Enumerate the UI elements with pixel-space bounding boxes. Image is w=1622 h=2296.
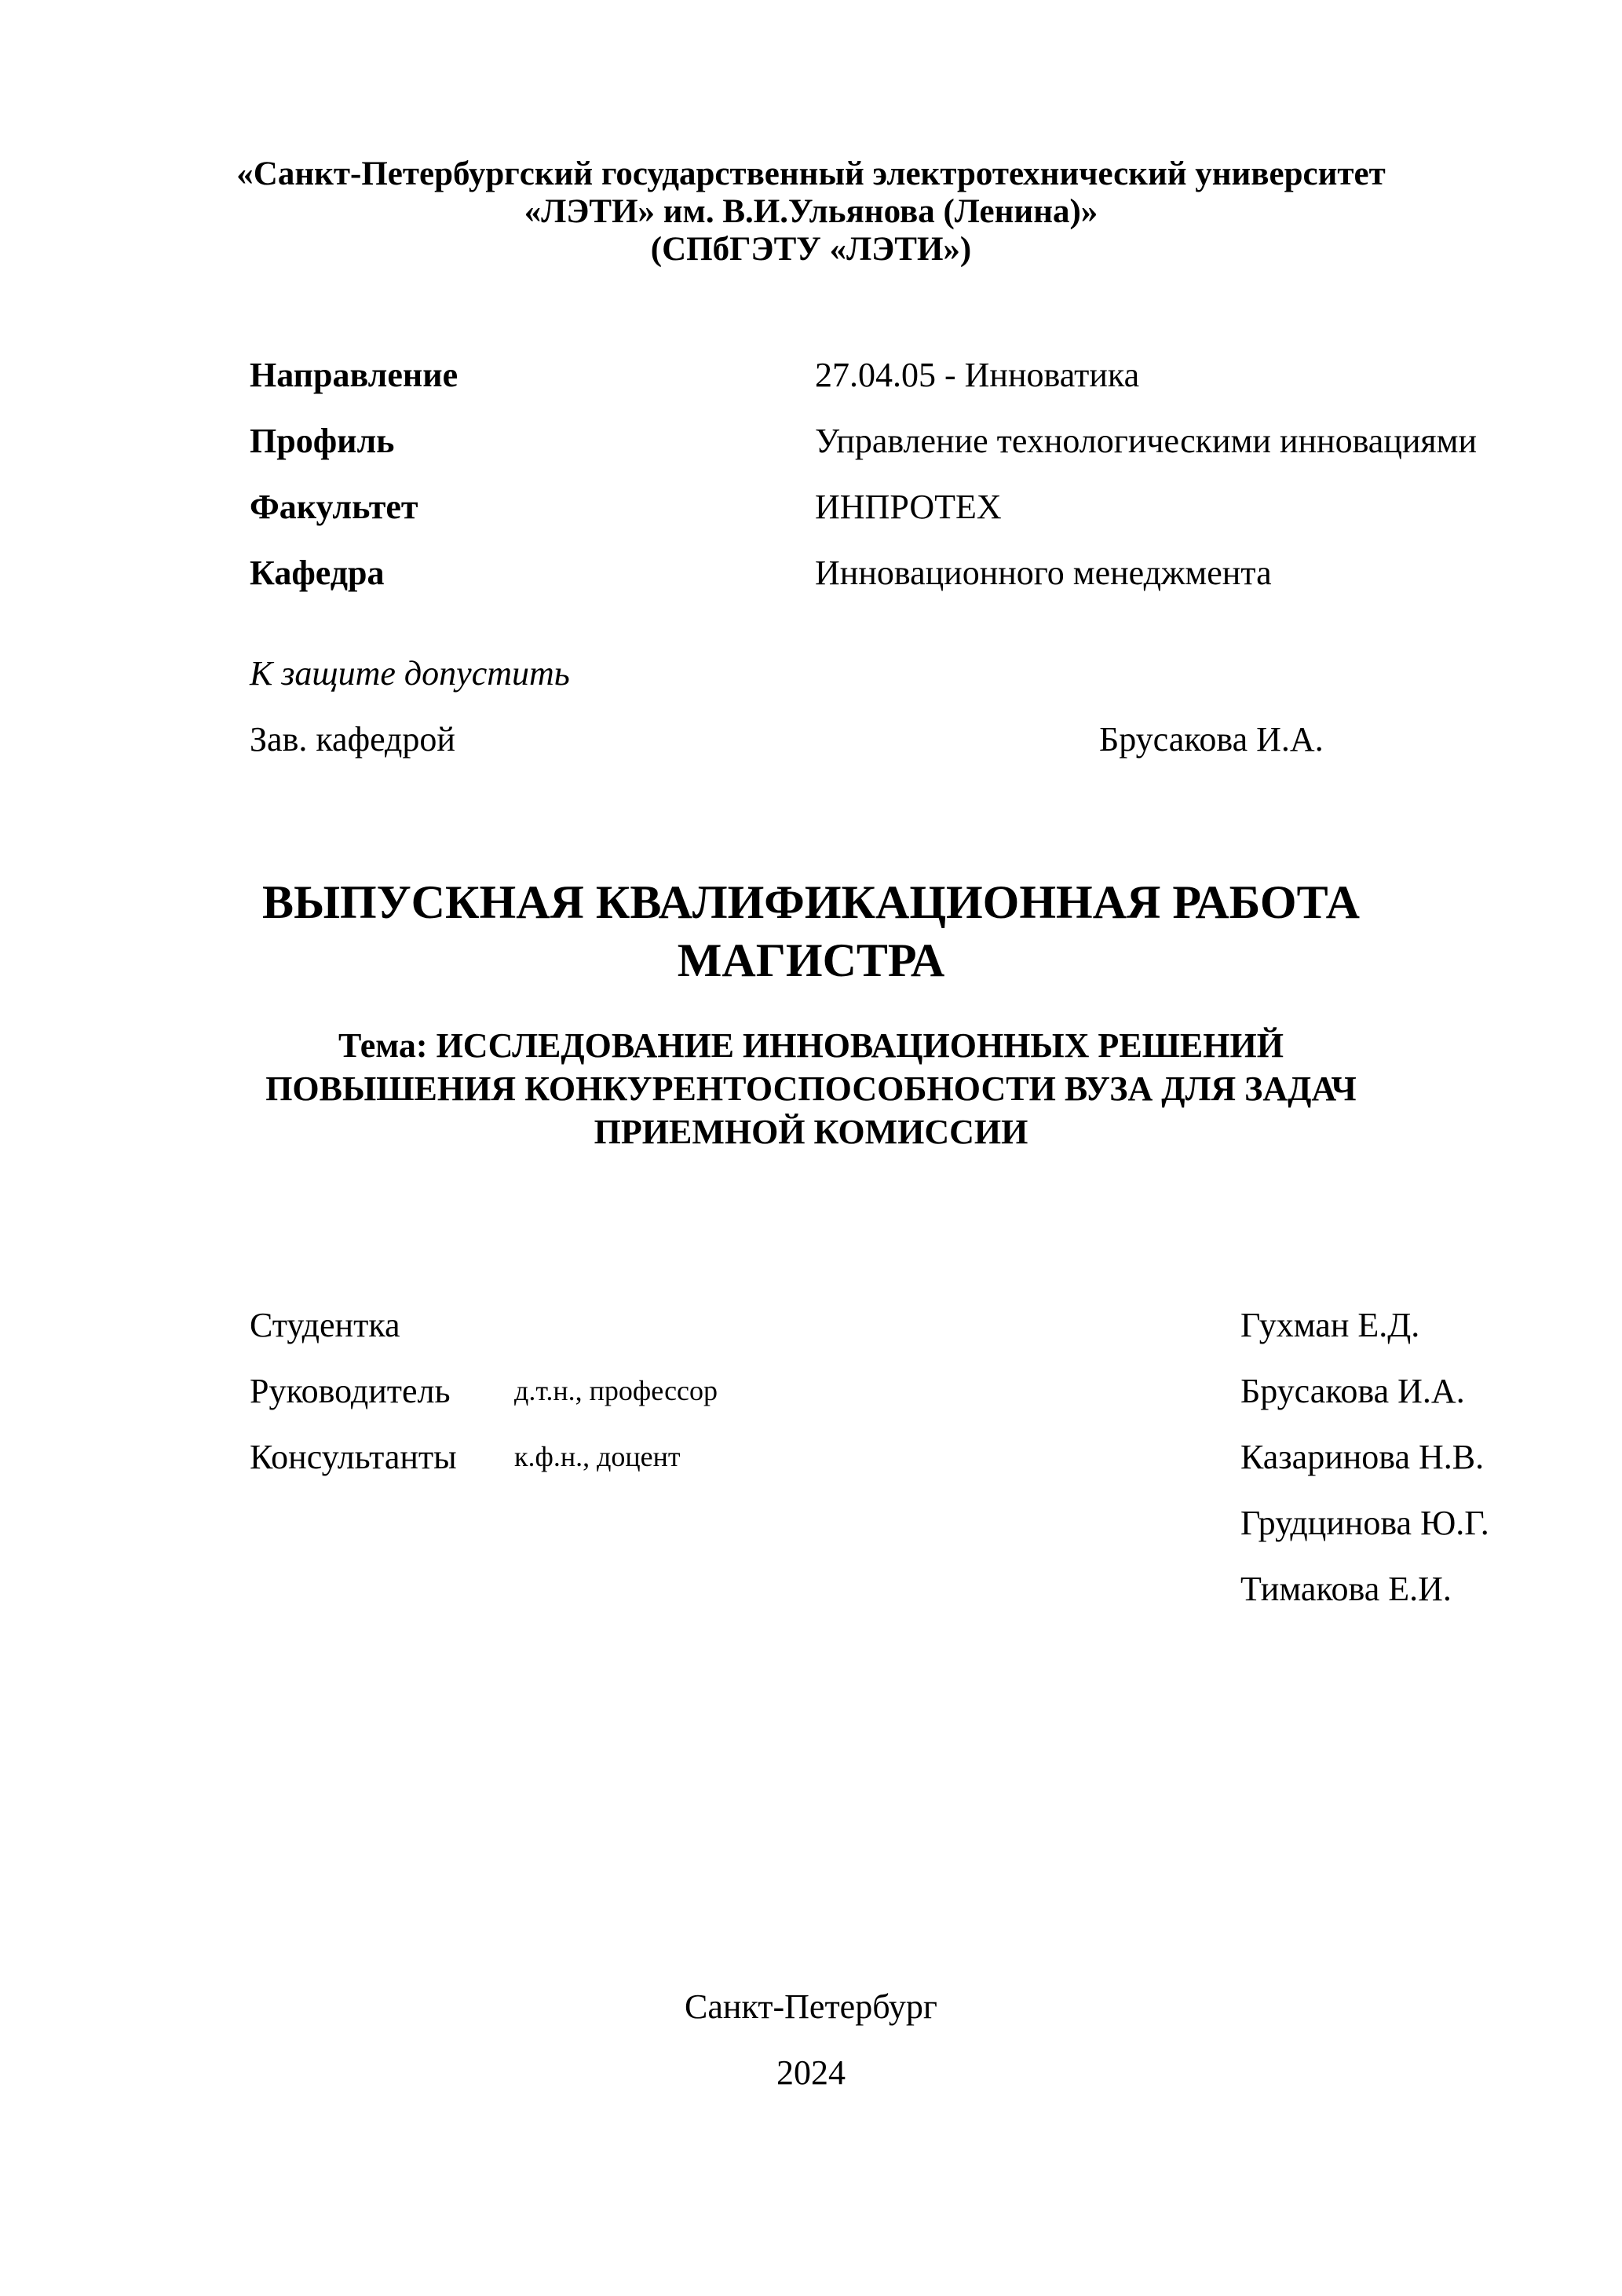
footer-year: 2024 [776,2053,846,2092]
student-name: Гухман Е.Д. [1240,1306,1420,1344]
consultant-name: Казаринова Н.В. [1240,1438,1485,1476]
consultant-name: Тимакова Е.И. [1240,1570,1452,1608]
university-name-line2: «ЛЭТИ» им. В.И.Ульянова (Ленина)» [524,193,1098,230]
supervisor-name: Брусакова И.А. [1240,1372,1465,1410]
info-label-profile: Профиль [250,422,395,460]
supervisor-degree: д.т.н., профессор [514,1375,718,1406]
university-abbreviation: (СПбГЭТУ «ЛЭТИ») [650,231,972,268]
student-role: Студентка [250,1306,400,1344]
university-header [0,155,1622,269]
thesis-topic-line3: ПРИЕМНОЙ КОМИССИИ [594,1113,1028,1151]
thesis-topic-line2: ПОВЫШЕНИЯ КОНКУРЕНТОСПОСОБНОСТИ ВУЗА ДЛЯ ЗАДАЧ [265,1069,1357,1108]
university-name-line1: «Санкт-Петербургский государственный электротехнический университет [236,155,1386,192]
admission-caption: К защите допустить [250,654,570,693]
document-title-line2: МАГИСТРА [677,934,945,986]
footer-city: Санкт-Петербург [685,1987,937,2026]
consultants-role: Консультанты [250,1438,457,1476]
info-value-department: Инновационного менеджмента [815,554,1272,592]
thesis-topic-line1: Тема: ИССЛЕДОВАНИЕ ИННОВАЦИОННЫХ РЕШЕНИЙ [338,1026,1284,1065]
consultants-degree: к.ф.н., доцент [514,1441,681,1472]
info-value-profile: Управление технологическими инновациями [815,422,1478,460]
document-title [0,873,1622,989]
info-label-direction: Направление [250,356,458,394]
info-value-direction: 27.04.05 - Инноватика [815,356,1140,394]
consultant-name: Грудцинова Ю.Г. [1240,1504,1489,1542]
document-title-line1: ВЫПУСКНАЯ КВАЛИФИКАЦИОННАЯ РАБОТА [262,876,1360,928]
head-of-department-name: Брусакова И.А. [1099,720,1324,759]
info-label-department: Кафедра [250,554,385,592]
info-label-faculty: Факультет [250,488,418,526]
info-value-faculty: ИНПРОТЕХ [815,488,1002,526]
head-of-department-label: Зав. кафедрой [250,720,455,759]
supervisor-role: Руководитель [250,1372,451,1410]
thesis-topic [0,1024,1622,1153]
